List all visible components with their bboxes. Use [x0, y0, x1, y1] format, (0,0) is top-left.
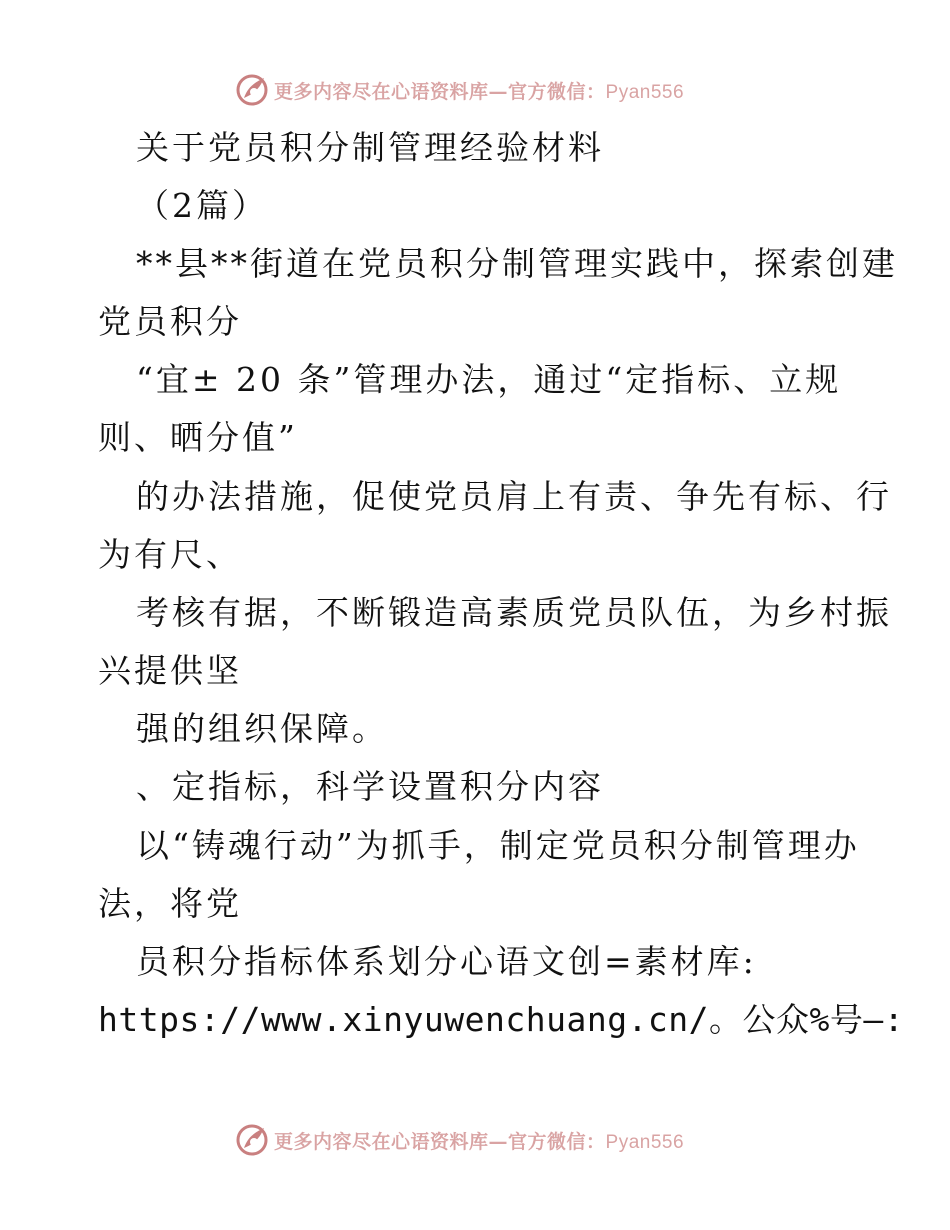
doc-line: “宜± 20 条”管理办法，通过“定指标、立规: [136, 360, 842, 399]
watermark-wechat-id: Pyan556: [605, 81, 685, 103]
doc-line: 为有尺、: [98, 535, 242, 574]
doc-line: 法，将党: [98, 884, 242, 923]
footer-watermark-banner: [234, 1120, 684, 1160]
doc-subtitle: （2篇）: [136, 186, 268, 225]
doc-line: 以“铸魂行动”为抓手，制定党员积分制管理办: [136, 826, 860, 865]
doc-title: 关于党员积分制管理经验材料: [136, 128, 604, 167]
header-watermark-banner: [234, 70, 684, 110]
watermark-text: [274, 1127, 684, 1154]
watermark-main: 更多内容尽在心语资料库: [274, 80, 489, 103]
watermark-dash: —: [488, 1130, 509, 1153]
doc-url-line: https://www.xinyuwenchuang.cn/。公众%号—:: [98, 1000, 905, 1039]
watermark-dash: —: [488, 80, 509, 103]
doc-line: 党员积分: [98, 302, 242, 341]
watermark-official: 官方微信：: [508, 80, 606, 103]
leaf-seal-icon: [234, 1122, 270, 1158]
watermark-official: 官方微信：: [508, 1130, 606, 1153]
watermark-text: [274, 77, 684, 104]
doc-line: 员积分指标体系划分心语文创=素材库:: [136, 942, 757, 981]
doc-line: **县**街道在党员积分制管理实践中，探索创建: [136, 244, 898, 283]
doc-line: 强的组织保障。: [136, 709, 388, 748]
doc-line: 则、晒分值”: [98, 418, 298, 457]
doc-section-heading: 、定指标，科学设置积分内容: [136, 767, 604, 806]
watermark-wechat-id: Pyan556: [605, 1131, 685, 1153]
doc-line: 考核有据，不断锻造高素质党员队伍，为乡村振: [136, 593, 892, 632]
leaf-seal-icon: [234, 72, 270, 108]
doc-line: 兴提供坚: [98, 651, 242, 690]
doc-line: 的办法措施，促使党员肩上有责、争先有标、行: [136, 477, 892, 516]
watermark-main: 更多内容尽在心语资料库: [274, 1130, 489, 1153]
